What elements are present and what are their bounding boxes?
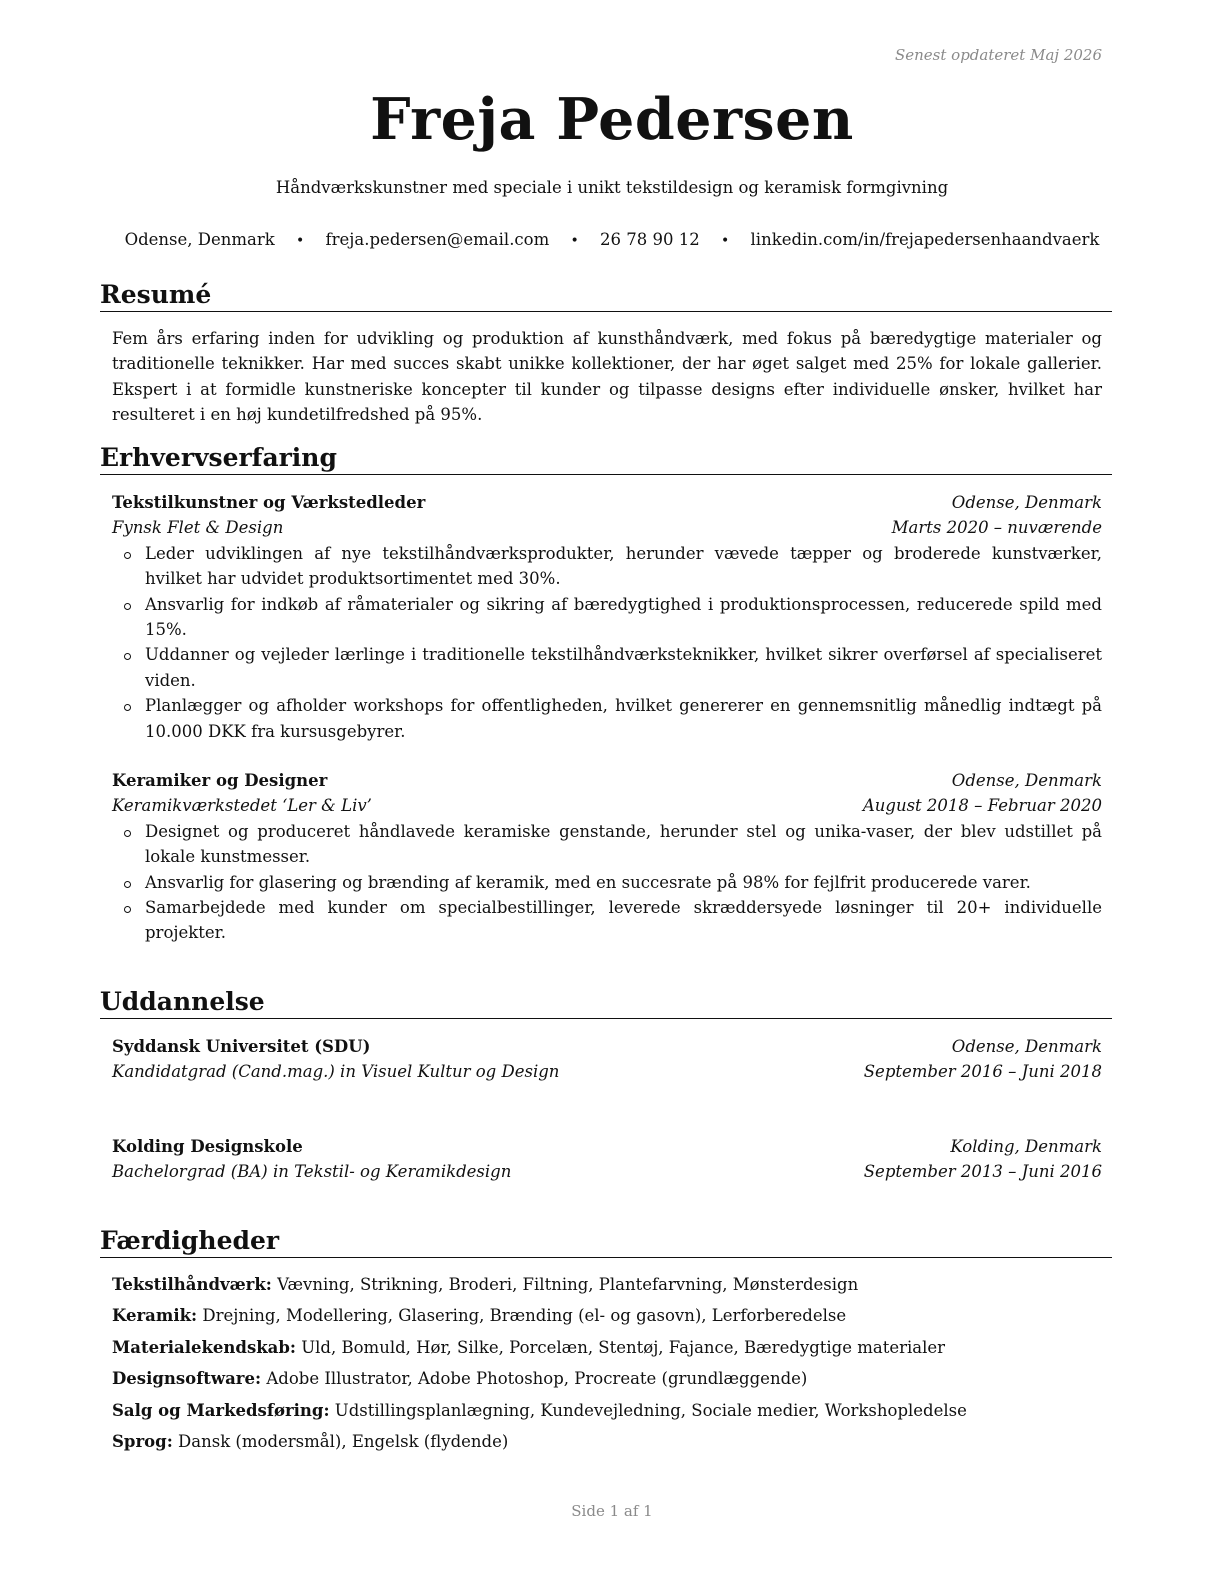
job-bullets (112, 819, 1102, 946)
section-title-skills: Færdigheder (100, 1226, 1112, 1258)
school-dates: September 2013 – Juni 2016 (863, 1162, 1102, 1182)
skill-value: Vævning, Strikning, Broderi, Filtning, Plantefarvning, Mønsterdesign (277, 1275, 859, 1294)
summary-text: Fem års erfaring inden for udvikling og produktion af kunsthåndværk, med fokus på bæredygtige materialer og traditionelle teknikker. Har med succes skabt unikke kollektioner, der har øget salget med 25% for lokale gallerier. Ekspert i at formidle kunstneriske koncepter til kunder og tilpasse designs efter individuelle ønsker, hvilket har resulteret i en høj kundetilfredshed på 95%. (112, 329, 1102, 425)
job-location: Odense, Denmark (951, 771, 1102, 790)
skill-row (112, 1269, 1102, 1300)
bullet-item: Ansvarlig for glasering og brænding af keramik, med en succesrate på 98% for fejlfrit producerede varer. (112, 870, 1102, 895)
job-entry (112, 768, 1102, 946)
job-company: Keramikværkstedet ‘Ler & Liv’ (112, 796, 372, 816)
skill-row (112, 1426, 1102, 1457)
contact-linkedin[interactable]: linkedin.com/in/frejapedersenhaandvaerk (750, 230, 1100, 249)
school-location: Odense, Denmark (951, 1037, 1102, 1056)
person-name: Freja Pedersen (370, 86, 854, 153)
school-degree: Kandidatgrad (Cand.mag.) in Visuel Kultur og Design (112, 1062, 560, 1082)
bullet-item: Samarbejdede med kunder om specialbestillinger, leverede skræddersyede løsninger til 20+ individuelle projekter. (112, 895, 1102, 946)
bullet-item: Planlægger og afholder workshops for offentligheden, hvilket genererer en gennemsnitlig månedlig indtægt på 10.000 DKK fra kursusgebyrer. (112, 693, 1102, 744)
skill-label: Keramik: (112, 1306, 198, 1326)
school-name: Syddansk Universitet (SDU) (112, 1037, 371, 1056)
skill-label: Sprog: (112, 1432, 173, 1452)
separator-dot: • (296, 233, 305, 249)
skill-value: Udstillingsplanlægning, Kundevejledning, Sociale medier, Workshopledelse (334, 1400, 967, 1420)
skill-label: Tekstilhåndværk: (112, 1275, 272, 1294)
skill-label: Materialekendskab: (112, 1337, 296, 1357)
school-dates: September 2016 – Juni 2018 (863, 1062, 1102, 1082)
last-updated: Senest opdateret Maj 2026 (894, 46, 1102, 64)
skill-value: Dansk (modersmål), Engelsk (flydende) (178, 1432, 509, 1452)
skill-label: Salg og Markedsføring: (112, 1400, 330, 1420)
education-entry (112, 1034, 1102, 1085)
skill-value: Adobe Illustrator, Adobe Photoshop, Procreate (grundlæggende) (266, 1369, 808, 1389)
job-dates: August 2018 – Februar 2020 (862, 796, 1102, 816)
job-bullets (112, 541, 1102, 744)
school-degree: Bachelorgrad (BA) in Tekstil- og Keramikdesign (112, 1162, 512, 1182)
education-entry (112, 1134, 1102, 1185)
section-title-experience: Erhvervserfaring (100, 443, 1112, 475)
job-role: Keramiker og Designer (112, 771, 328, 790)
job-dates: Marts 2020 – nuværende (891, 518, 1102, 538)
bullet-item: Ansvarlig for indkøb af råmaterialer og sikring af bæredygtighed i produktionsprocessen, reducerede spild med 15%. (112, 592, 1102, 643)
school-name: Kolding Designskole (112, 1137, 303, 1156)
skill-value: Drejning, Modellering, Glasering, Brænding (el- og gasovn), Lerforberedelse (202, 1306, 847, 1326)
contact-email[interactable]: freja.pedersen@email.com (325, 230, 550, 249)
bullet-item: Designet og produceret håndlavede keramiske genstande, herunder stel og unika-vaser, der blev udstillet på lokale kunstmesser. (112, 819, 1102, 870)
skill-label: Designsoftware: (112, 1369, 262, 1389)
skill-row (112, 1332, 1102, 1363)
bullet-item: Leder udviklingen af nye tekstilhåndværksprodukter, herunder vævede tæpper og broderede kunstværker, hvilket har udvidet produktsortimentet med 30%. (112, 541, 1102, 592)
job-company: Fynsk Flet & Design (112, 518, 284, 538)
skills-list (112, 1269, 1102, 1457)
school-location: Kolding, Denmark (950, 1137, 1102, 1156)
skill-row (112, 1300, 1102, 1331)
page-number: Side 1 af 1 (571, 1502, 653, 1520)
job-location: Odense, Denmark (951, 493, 1102, 512)
contact-location: Odense, Denmark (124, 230, 275, 249)
section-title-education: Uddannelse (100, 987, 1112, 1019)
job-role: Tekstilkunstner og Værkstedleder (112, 493, 426, 512)
skill-value: Uld, Bomuld, Hør, Silke, Porcelæn, Stentøj, Fajance, Bæredygtige materialer (301, 1337, 946, 1357)
skill-row (112, 1363, 1102, 1394)
tagline: Håndværkskunstner med speciale i unikt tekstildesign og keramisk formgivning (275, 178, 949, 197)
contact-phone: 26 78 90 12 (600, 230, 700, 249)
separator-dot: • (570, 233, 579, 249)
separator-dot: • (721, 233, 730, 249)
skill-row (112, 1395, 1102, 1426)
section-title-summary: Resumé (100, 280, 1112, 312)
bullet-item: Uddanner og vejleder lærlinge i traditionelle tekstilhåndværksteknikker, hvilket sikrer overførsel af specialiseret viden. (112, 642, 1102, 693)
contact-line (0, 228, 1224, 253)
job-entry (112, 490, 1102, 744)
